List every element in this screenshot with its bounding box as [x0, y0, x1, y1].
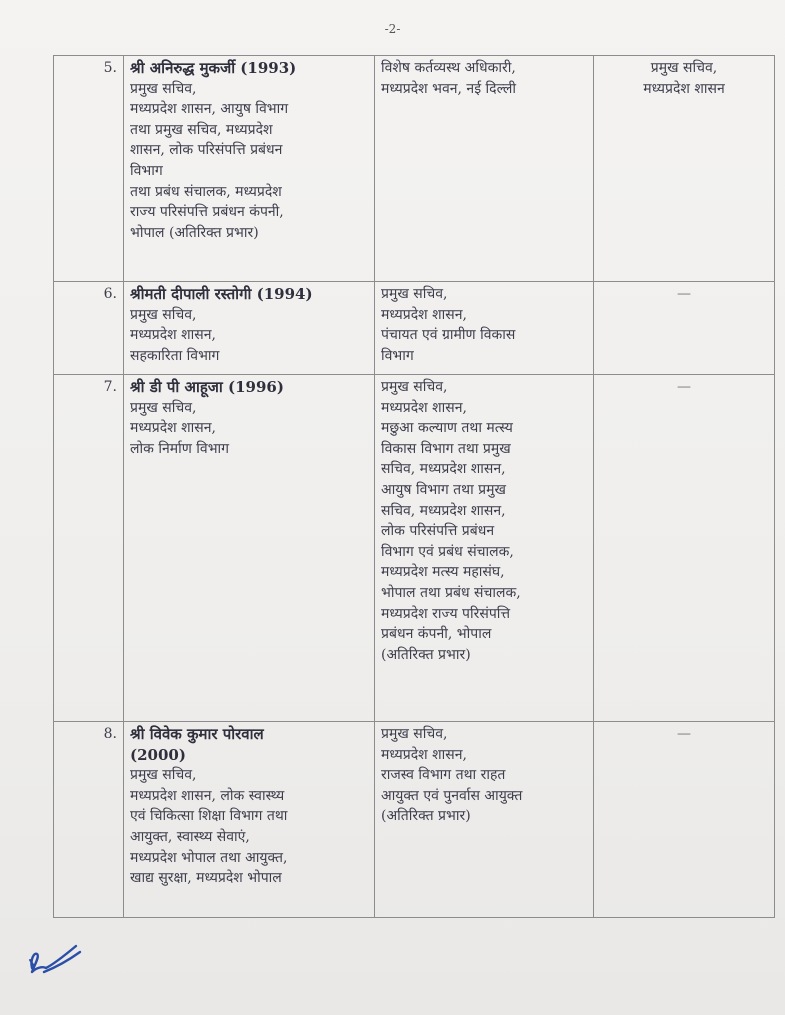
current-post: प्रमुख सचिव, मध्यप्रदेश शासन, लोक निर्माण विभाग [130, 399, 230, 457]
new-post: प्रमुख सचिव, मध्यप्रदेश शासन, मछुआ कल्याण तथा मत्स्य विकास विभाग तथा प्रमुख सचिव, मध्यप्रदेश शासन, आयुष विभाग तथा प्रमुख सचिव, मध्यप्रदेश शासन, लोक परिसंपत्ति प्रबंधन विभाग एवं प्रबंध संचालक, मध्यप्रदेश मत्स्य महासंघ, भोपाल तथा प्रबंध संचालक, मध्यप्रदेश राज्य परिसंपत्ति प्रबंधन कंपनी, भोपाल (अतिरिक्त प्रभार) [381, 379, 521, 663]
current-post: प्रमुख सचिव, मध्यप्रदेश शासन, आयुष विभाग तथा प्रमुख सचिव, मध्यप्रदेश शासन, लोक परिसंपत्ति प्रबंधन विभाग तथा प्रबंध संचालक, मध्यप्रदेश राज्य परिसंपत्ति प्रबंधन कंपनी, भोपाल (अतिरिक्त प्रभार) [130, 80, 289, 241]
new-post: प्रमुख सचिव, मध्यप्रदेश शासन, पंचायत एवं ग्रामीण विकास विभाग [381, 286, 516, 364]
serial-number: 7. [54, 375, 124, 722]
table-row [54, 722, 775, 918]
current-post: प्रमुख सचिव, मध्यप्रदेश शासन, सहकारिता विभाग [130, 306, 220, 364]
officer-cell [124, 722, 375, 918]
officer-cell [124, 282, 375, 375]
signature-initials [24, 938, 86, 980]
serial-number: 5. [54, 56, 124, 282]
new-post-cell [375, 722, 594, 918]
additional-charge-cell [594, 375, 775, 722]
additional-charge-cell [594, 722, 775, 918]
dash-placeholder: — [677, 726, 691, 742]
table-row [54, 56, 775, 282]
serial-number: 6. [54, 282, 124, 375]
officer-name: श्री अनिरुद्ध मुकर्जी (1993) [130, 59, 297, 77]
new-post-cell [375, 56, 594, 282]
serial-number: 8. [54, 722, 124, 918]
dash-placeholder: — [677, 379, 691, 395]
new-post-cell [375, 375, 594, 722]
transfer-table [53, 55, 775, 918]
table-row [54, 282, 775, 375]
new-post-cell [375, 282, 594, 375]
officer-cell [124, 56, 375, 282]
additional-charge: प्रमुख सचिव, मध्यप्रदेश शासन [643, 60, 725, 97]
additional-charge-cell [594, 56, 775, 282]
dash-placeholder: — [677, 286, 691, 302]
officer-name: श्री डी पी आहूजा (1996) [130, 378, 284, 396]
officer-cell [124, 375, 375, 722]
additional-charge-cell [594, 282, 775, 375]
officer-name: श्री विवेक कुमार पोरवाल (2000) [130, 725, 264, 764]
new-post: विशेष कर्तव्यस्थ अधिकारी, मध्यप्रदेश भवन, नई दिल्ली [381, 60, 517, 97]
officer-name: श्रीमती दीपाली रस्तोगी (1994) [130, 285, 313, 303]
current-post: प्रमुख सचिव, मध्यप्रदेश शासन, लोक स्वास्थ्य एवं चिकित्सा शिक्षा विभाग तथा आयुक्त, स्वास्थ्य सेवाएं, मध्यप्रदेश भोपाल तथा आयुक्त, खाद्य सुरक्षा, मध्यप्रदेश भोपाल [130, 767, 288, 887]
new-post: प्रमुख सचिव, मध्यप्रदेश शासन, राजस्व विभाग तथा राहत आयुक्त एवं पुनर्वास आयुक्त (अतिरिक्त प्रभार) [381, 726, 523, 825]
table-row [54, 375, 775, 722]
page-number: -2- [384, 22, 401, 36]
